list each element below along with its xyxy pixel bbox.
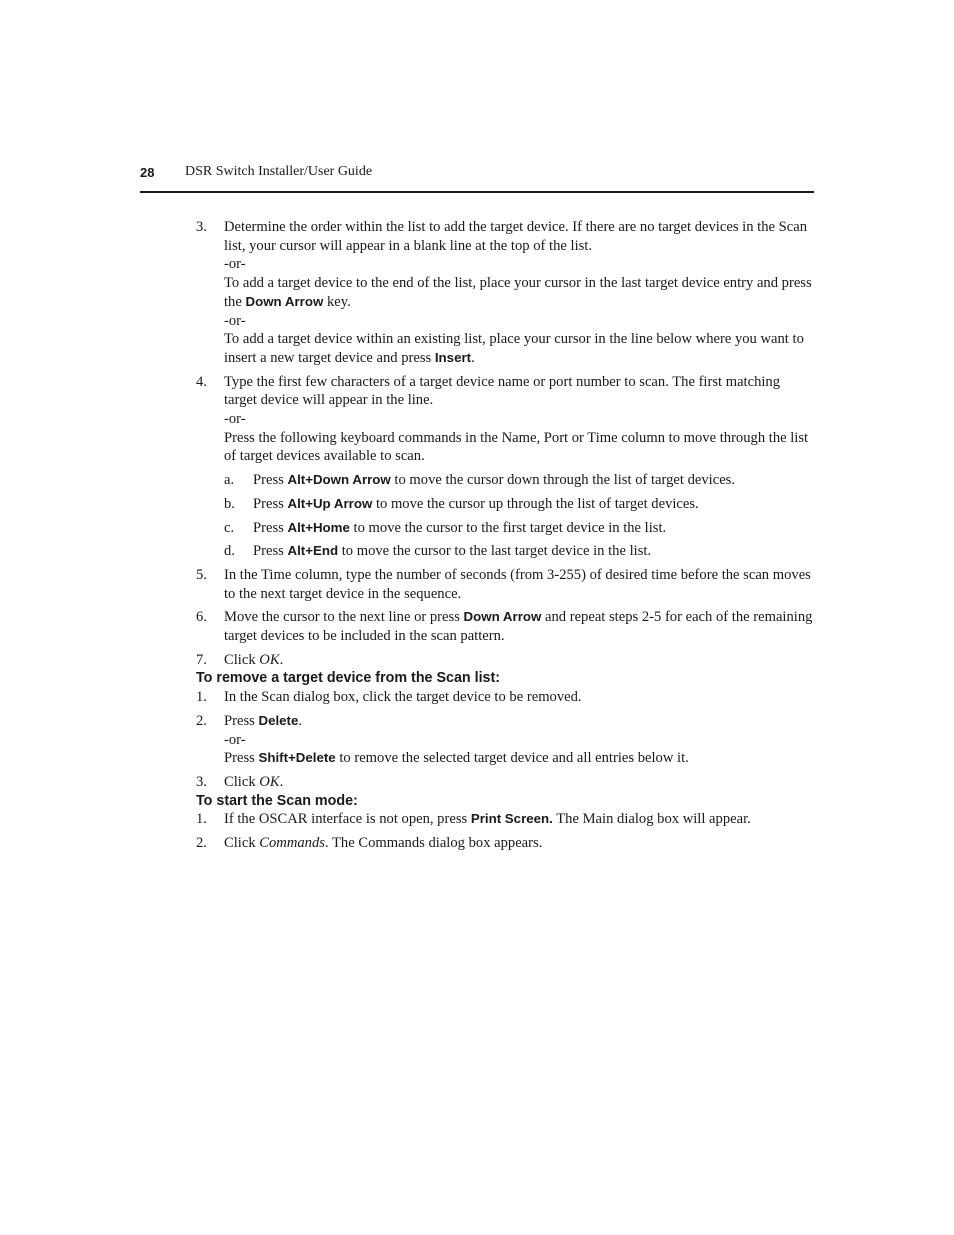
or-separator: -or-	[224, 256, 246, 273]
key-name: Insert	[434, 349, 472, 365]
step-text: Click Commands. The Commands dialog box appears.	[224, 835, 543, 852]
step-text: To add a target device to the end of the list, place your cursor in the last target device entry and press the Down Arrow key.	[224, 275, 812, 310]
step-text: Press Shift+Delete to remove the selected target device and all entries below it.	[224, 750, 689, 767]
step-4: 4. Type the first few characters of a target device name or port number to scan. The first matching target device will appear in the line. -or- Press the following keyboard commands in the Name, Port or Time column to move through the list of target devices available to scan.	[196, 373, 816, 467]
step-text: In the Scan dialog box, click the target device to be removed.	[224, 689, 582, 706]
key-name: Alt+End	[287, 543, 339, 559]
key-name: Alt+Home	[287, 519, 350, 535]
step-text: Type the first few characters of a target device name or port number to scan. The first matching target device will appear in the line.	[224, 373, 781, 409]
key-name: Down Arrow	[245, 293, 324, 309]
step-text: Click OK.	[224, 773, 284, 790]
step-text: In the Time column, type the number of seconds (from 3-255) of desired time before the scan moves to the next target device in the sequence.	[224, 566, 811, 602]
step-text: If the OSCAR interface is not open, press Print Screen. The Main dialog box will appear.	[224, 811, 751, 828]
step-text: Move the cursor to the next line or press Down Arrow and repeat steps 2-5 for each of the remaining target devices to be included in the scan pattern.	[224, 609, 813, 645]
substep-a: a. Press Alt+Down Arrow to move the cursor down through the list of target devices.	[224, 472, 736, 489]
step-3: 3. Determine the order within the list to add the target device. If there are no target devices in the Scan list, your cursor will appear in a blank line at the top of the list. -or- To add a target device to the end of the list, place your cursor in the last target device entry and press the Down Arrow key. -or- To add a target device within an existing list, place your cursor in the line below where you want to insert a new target device and press Insert.	[196, 218, 816, 368]
key-name: Shift+Delete	[258, 750, 336, 766]
remove-step-1: 1. In the Scan dialog box, click the target device to be removed.	[196, 688, 816, 707]
key-name: Down Arrow	[463, 609, 542, 625]
key-name: Alt+Down Arrow	[287, 472, 391, 488]
substep-b: b. Press Alt+Up Arrow to move the cursor up through the list of target devices.	[224, 495, 699, 512]
or-separator: -or-	[224, 731, 246, 748]
step-6: 6. Move the cursor to the next line or press Down Arrow and repeat steps 2-5 for each of the remaining target devices to be included in the scan pattern.	[196, 608, 816, 645]
step-text: Determine the order within the list to add the target device. If there are no target devices in the Scan list, your cursor will appear in a blank line at the top of the list.	[224, 219, 807, 254]
or-separator: -or-	[224, 312, 246, 329]
ui-label: OK	[259, 773, 280, 790]
section-heading-remove: To remove a target device from the Scan list:	[196, 670, 501, 687]
remove-step-2: 2. Press Delete. -or- Press Shift+Delete to remove the selected target device and all entries below it.	[196, 712, 816, 768]
ui-label: OK	[259, 651, 280, 668]
remove-step-3: 3. Click OK.	[196, 773, 816, 792]
key-name: Print Screen.	[470, 811, 553, 827]
key-name: Delete	[258, 712, 299, 728]
running-title: DSR Switch Installer/User Guide	[185, 164, 373, 179]
step-text: Press Delete.	[224, 712, 303, 729]
page-number: 28	[140, 165, 155, 180]
step-text: Click OK.	[224, 651, 284, 668]
step-text: Press the following keyboard commands in the Name, Port or Time column to move through the list of target devices available to scan.	[224, 429, 809, 465]
step-7: 7. Click OK.	[196, 651, 816, 670]
or-separator: -or-	[224, 411, 246, 428]
substep-d: d. Press Alt+End to move the cursor to the last target device in the list.	[224, 543, 652, 560]
section-heading-start: To start the Scan mode:	[196, 792, 358, 809]
page-header	[140, 163, 814, 193]
start-step-2: 2. Click Commands. The Commands dialog box appears.	[196, 834, 816, 853]
step-text: To add a target device within an existing list, place your cursor in the line below where you want to insert a new target device and press Insert.	[224, 331, 804, 366]
step-5: 5. In the Time column, type the number of seconds (from 3-255) of desired time before the scan moves to the next target device in the sequence.	[196, 566, 816, 603]
page-content	[196, 218, 816, 853]
ui-label: Commands	[259, 835, 325, 852]
substep-c: c. Press Alt+Home to move the cursor to the first target device in the list.	[224, 519, 667, 536]
start-step-1: 1. If the OSCAR interface is not open, press Print Screen. The Main dialog box will appear.	[196, 810, 816, 829]
key-name: Alt+Up Arrow	[287, 495, 373, 511]
